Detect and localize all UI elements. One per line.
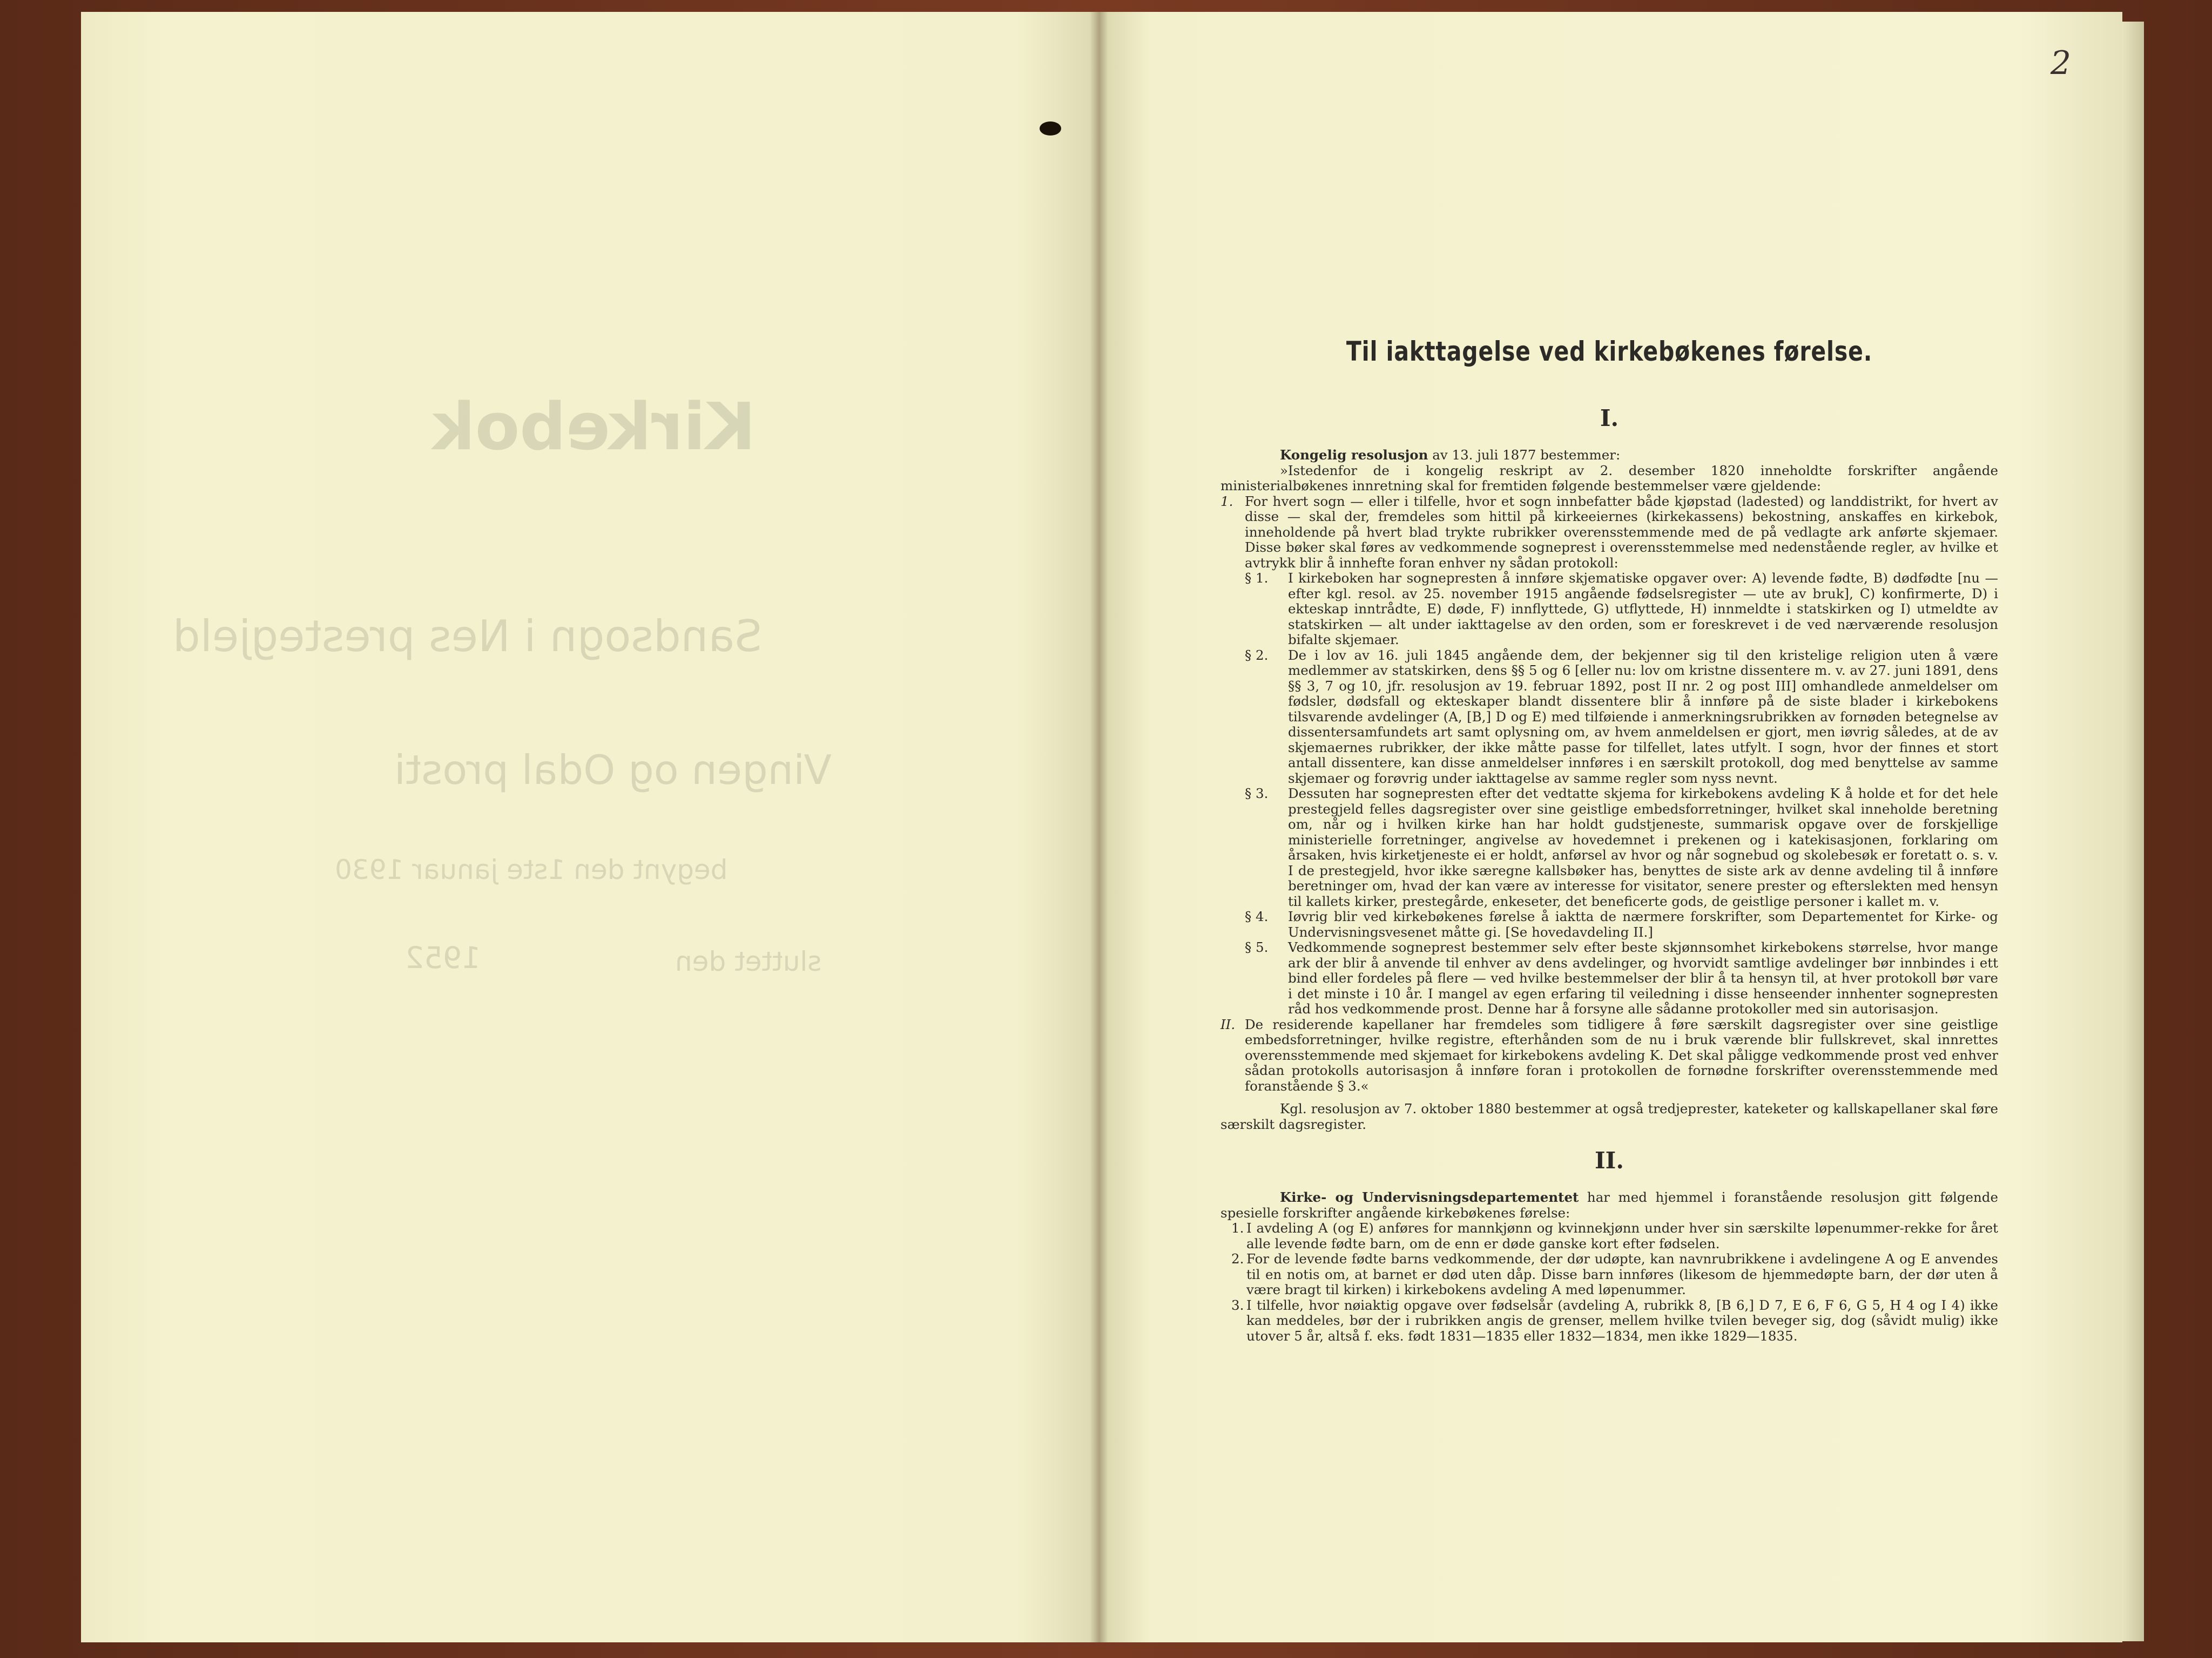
paragraph-1 [1245,571,1998,648]
rule-3-text: I tilfelle, hvor nøiaktig opgave over fødselsår (avdeling A, rubrikk 8, [B 6,] D 7, E 6, F 6, G 5, H 4 og I 4) ikke kan meddeles, bør der i rubrikken angis de grenser, mellem hvilke tvilen beveger sig, dog (såvidt mulig) ikke utover 5 år, altså f. eks. født 1831—1835 eller 1832—1834, men ikke 1829—1835. [1246,1297,1998,1344]
item-2-number: II. [1220,1016,1236,1032]
ghost-line-2: Vingen og Odal prosti [394,746,832,794]
ghost-line-3: begynt den 1ste januar 1930 [335,854,728,885]
section-2-numeral: II. [1595,1147,1624,1174]
ghost-line-4: sluttet den [675,946,822,977]
rule-1 [1231,1221,1998,1251]
section-1-closing: Kgl. resolusjon av 7. oktober 1880 bestemmer at også tredjeprester, kateketer og kallskapellaner skal føre særskilt dagsregister. [1220,1101,1998,1132]
ghost-title: Kirkebok [432,390,756,465]
rule-1-text: I avdeling A (og E) anføres for mannkjønn og kvinnekjønn under hver sin særskilte løpenummer-rekke for året alle levende fødte barn, om de enn er døde ganske kort efter fødselen. [1246,1220,1998,1251]
item-1-number: 1. [1220,493,1233,509]
paragraph-2 [1245,648,1998,787]
item-2 [1220,1017,1998,1094]
document-title: Til iakttagelse ved kirkebøkenes førelse. [1346,336,1873,367]
rule-3-number: 3. [1231,1297,1244,1313]
ghost-line-5: 1952 [405,940,481,975]
rule-2 [1231,1251,1998,1298]
resolution-date: av 13. juli 1877 bestemmer: [1428,447,1621,463]
department-label: Kirke- og Undervisningsdepartementet [1280,1189,1579,1205]
section-1-numeral: I. [1600,405,1619,431]
item-1-text: For hvert sogn — eller i tilfelle, hvor et sogn innbefatter både kjøpstad (ladested) og landdistrikt, for hvert av disse — skal der, fremdeles som hittil på kirkeeiernes (kirkekassens) bekostning, anskaffes en kirkebok, inneholdende på hvert blad trykte rubrikker overensstemmende med de på vedlagte ark anførte skjemaer. Disse bøker skal føres av vedkommende sogneprest i overensstemmelse med nedenstående regler, av hvilke et avtrykk blir å innhefte foran enhver ny sådan protokoll: [1245,493,1998,571]
section-1-intro-continued: »Istedenfor de i kongelig reskript av 2. desember 1820 inneholdte forskrifter angående ministerialbøkenes innretning skal for fremtiden følgende bestemmelser være gjeldende: [1220,462,1998,493]
paragraph-4-number: § 4. [1245,909,1269,924]
book-spine [1090,12,1108,1642]
resolution-label: Kongelig resolusjon [1280,447,1428,463]
section-1-intro [1220,448,1998,463]
paragraph-4 [1245,909,1998,940]
rule-2-number: 2. [1231,1251,1244,1267]
paragraph-5-text: Vedkommende sogneprest bestemmer selv efter beste skjønnsomhet kirkebokens størrelse, hvor mange ark der blir å anvende til enhver av dens avdelinger, og hvorvidt samtlige avdelinger bør innbindes i ett bind eller fordeles på flere — ved hvilke bestemmelser der blir å ta hensyn til, at hver protokoll bør vare i det minste i 10 år. I mangel av egen erfaring til veiledning i disse henseender innhenter sognepresten råd hos vedkommende prost. Denne har å forsyne alle sådanne protokoller med sin autorisasjon. [1288,939,1998,1017]
section-2-intro-text: har med hjemmel i foranstående resolusjon gitt følgende spesielle forskrifter angående kirkebøkenes førelse: [1220,1189,1998,1221]
right-page [1099,12,2122,1642]
rule-3 [1231,1298,1998,1344]
paragraph-3 [1245,786,1998,909]
paragraph-1-text: I kirkeboken har sognepresten å innføre skjematiske opgaver over: A) levende fødte, B) dødfødte [nu — efter kgl. resol. av 25. november 1915 angående fødselsregister — ute av bruk], C) konfirmerte, D) i ekteskap inntrådte, E) døde, F) innflyttede, G) utflyttede, H) innmeldte i statskirken og I) utmeldte av statskirken — alt under iakttagelse av den orden, som er foreskrevet i de ved nærværende resolusjon bifalte skjemaer. [1288,570,1998,647]
paragraph-3-number: § 3. [1245,786,1269,801]
paragraph-2-number: § 2. [1245,647,1269,663]
rule-2-text: For de levende fødte barns vedkommende, der dør udøpte, kan navnrubrikkene i avdelingene A og E anvendes til en notis om, at barnet er død uten dåp. Disse barn innføres (likesom de hjemmedøpte barn, der dør uten å være bragt til kirken) i kirkebokens avdeling A med løpenummer. [1246,1251,1998,1297]
binding-hole-left [1040,121,1061,136]
left-page [81,12,1099,1642]
ghost-line-1: Sandsogn i Nes prestegjeld [173,611,763,661]
paragraph-5 [1245,940,1998,1017]
page-number: 2 [2050,44,2071,82]
instructions-document [1220,336,1998,1344]
paragraph-3-text: Dessuten har sognepresten efter det vedtatte skjema for kirkebokens avdeling K å holde et for det hele prestegjeld felles dagsregister over sine geistlige embedsforretninger, hvilket skal inneholde beretning om, når og i hvilken kirke han har holdt gudstjeneste, summarisk opgave over de forskjellige ministerielle forretninger, angivelse av hovedemnet i prekenen og i katekisasjonen, forklaring om årsaken, hvis kirketjeneste ei er holdt, anførsel av hvor og når sognebud og skolebesøk er foretatt o. s. v. I de prestegjeld, hvor ikke særegne kallsbøker has, benyttes de siste ark av denne avdeling til å innføre beretninger om, hvad der kan være av interesse for visitator, senere prester og efterslekten med hensyn til kallets kirker, prestegårde, enkeseter, det beneficerte gods, de geistlige personer i kallet m. v. [1288,786,1998,909]
paragraph-5-number: § 5. [1245,939,1269,955]
paragraph-4-text: Iøvrig blir ved kirkebøkenes førelse å iaktta de nærmere forskrifter, som Departementet for Kirke- og Undervisningsvesenet måtte gi. [Se hovedavdeling II.] [1288,909,1998,940]
page-stack-edge [2122,22,2144,1641]
item-2-text: De residerende kapellaner har fremdeles som tidligere å føre særskilt dagsregister over sine geistlige embedsforretninger, hvilke registre, efterhånden som de nu i bruk værende blir fullskrevet, skal innrettes overensstemmende med skjemaet for kirkebokens avdeling K. Det skal påligge vedkommende prost ved enhver sådan protokolls autorisasjon å innføre foran i protokollen de fornødne forskrifter overensstemmende med foranstående § 3.« [1245,1016,1998,1094]
section-2-intro [1220,1190,1998,1221]
paragraph-1-number: § 1. [1245,570,1269,586]
item-1 [1220,494,1998,571]
paragraph-2-text: De i lov av 16. juli 1845 angående dem, der bekjenner sig til den kristelige religion uten å være medlemmer av statskirken, dens §§ 5 og 6 [eller nu: lov om kristne dissentere m. v. av 27. juni 1891, dens §§ 3, 7 og 10, jfr. resolusjon av 19. februar 1892, post II nr. 2 og post III] omhandlede anmeldelser om fødsler, dødsfall og ekteskaper blandt dissentere blir å innføre på de siste blader i kirkebokens tilsvarende avdelinger (A, [B,] D og E) med tilføiende i anmerkningsrubrikken av fornøden betegnelse av dissentersamfundets art samt oplysning om, av hvem anmeldelsen er gjort, men iøvrig således, at de av skjemaernes rubrikker, der ikke måtte passe for tilfellet, lates utfylt. I sogn, hvor der finnes et stort antall dissentere, kan disse anmeldelser innføres i en særskilt protokoll, dog med benyttelse av samme skjemaer og forøvrig under iakttagelse av samme regler som nyss nevnt. [1288,647,1998,786]
rule-1-number: 1. [1231,1220,1244,1236]
